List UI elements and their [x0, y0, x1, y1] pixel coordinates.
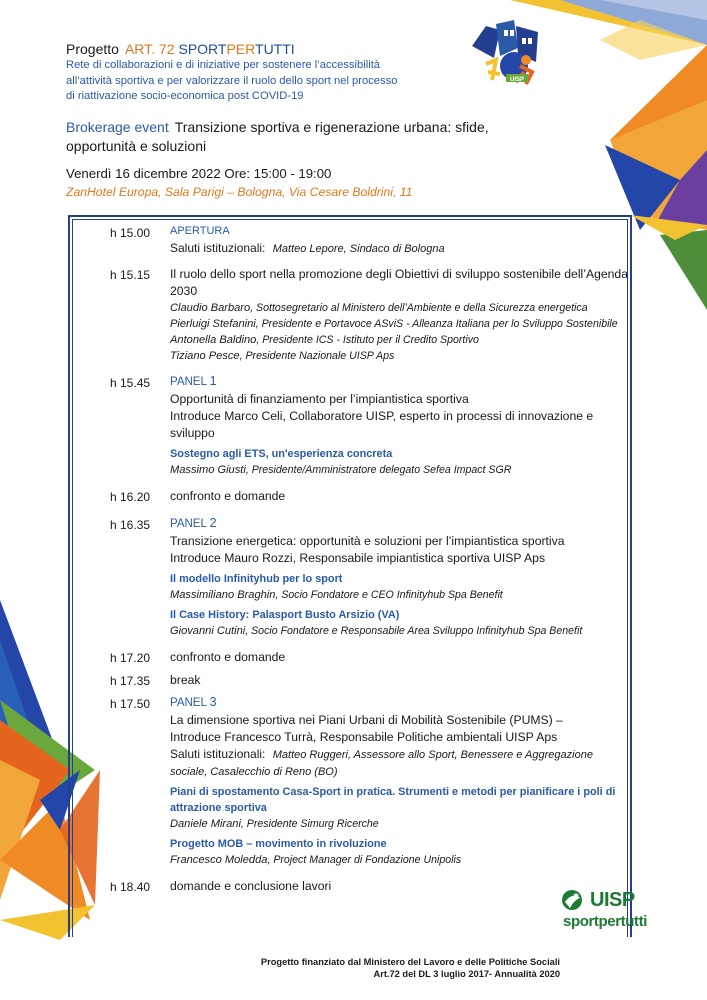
slot-time: h 18.40 [110, 880, 151, 894]
event-date: Venerdì 16 dicembre 2022 Ore: 15:00 - 19:00 [66, 166, 332, 181]
program-slot [110, 649, 630, 667]
institutional-speaker: Matteo Lepore, Sindaco di Bologna [272, 243, 445, 255]
speaker-role: , Project Manager di Fondazione Unipolis [267, 854, 462, 866]
slot-time: h 17.35 [110, 674, 151, 688]
slot-intro: Introduce Mauro Rozzi, Responsabile impiantistica sportiva UISP Aps [170, 551, 546, 565]
slot-intro: Introduce Marco Celi, Collaboratore UISP, esperto in processi di innovazione e sviluppo [170, 409, 594, 440]
program-slot [110, 374, 630, 478]
slot-title: Il ruolo dello sport nella promozione degli Obiettivi di sviluppo sostenibile dell’Agenda 2030 [170, 267, 628, 298]
speaker-name: Claudio Barbaro [170, 302, 251, 314]
slot-body [170, 695, 630, 868]
speaker-name: Massimo Giusti [170, 464, 246, 476]
slot-title: confronto e domande [170, 650, 286, 664]
speaker [170, 816, 630, 832]
speaker-name: Giovanni Cutini [170, 625, 246, 637]
speaker [170, 332, 630, 348]
speaker-name: Tiziano Pesce [170, 350, 240, 362]
footer-line: Art.72 del DL 3 luglio 2017- Annualità 2020 [373, 969, 560, 979]
slot-title: Transizione energetica: opportunità e soluzioni per l’impiantistica sportiva [170, 534, 565, 548]
institutional-label: Saluti istituzionali: [170, 241, 266, 255]
subtopic-title: Il Case History: Palasport Busto Arsizio (VA) [170, 609, 400, 621]
project-tutti: TUTTI [255, 41, 295, 57]
subtopic-title: Progetto MOB – movimento in rivoluzione [170, 838, 387, 850]
slot-tag: APERTURA [170, 225, 230, 237]
uisp-wordmark: UISP [590, 889, 635, 911]
slot-title: break [170, 673, 201, 687]
speaker [170, 852, 630, 868]
slot-body [170, 266, 630, 364]
program-slot [110, 224, 630, 257]
speaker [170, 348, 630, 364]
speaker-name: Antonella Baldino [170, 334, 257, 346]
event-venue: ZanHotel Europa, Sala Parigi – Bologna, Via Cesare Boldrini, 11 [66, 185, 413, 199]
project-logo [466, 18, 548, 96]
slot-time: h 17.50 [110, 697, 151, 711]
speaker [170, 623, 630, 639]
slot-title: La dimensione sportiva nei Piani Urbani di Mobilità Sostenibile (PUMS) – [170, 713, 563, 727]
project-sport: SPORT [178, 41, 227, 57]
panel-label: PANEL [170, 697, 207, 709]
speaker-name: Francesco Moledda [170, 854, 268, 866]
project-art: ART. 72 [124, 41, 175, 57]
subtopic-title: Piani di spostamento Casa-Sport in pratica. Strumenti e metodi per pianificare i poli di attrazione sportiva [170, 786, 616, 814]
speaker-role: , Socio Fondatore e CEO Infinityhub Spa Benefit [275, 589, 503, 601]
slot-time: h 16.20 [110, 490, 151, 504]
speaker-role: , Presidente ICS - Istituto per il Credito Sportivo [256, 334, 479, 346]
program-slot [110, 672, 630, 690]
panel-tag [170, 374, 630, 389]
brokerage-title: Transizione sportiva e rigenerazione urbana: sfide, opportunità e soluzioni [66, 119, 489, 154]
speaker-role: , Socio Fondatore e Responsabile Area Sviluppo Infinityhub Spa Benefit [245, 625, 583, 637]
footer-line: Progetto finanziato dal Ministero del Lavoro e delle Politiche Sociali [260, 957, 560, 967]
institutional-label: Saluti istituzionali: [170, 747, 266, 761]
speaker [170, 300, 630, 316]
uisp-logo [560, 888, 655, 938]
speaker-name: Daniele Mirani [170, 818, 241, 830]
program [110, 224, 630, 906]
panel-tag [170, 516, 630, 531]
logo-text: UISP [509, 77, 525, 83]
subtopic-title: Sostegno agli ETS, un'esperienza concreta [170, 448, 393, 460]
panel-label: PANEL [170, 376, 207, 388]
slot-time: h 17.20 [110, 651, 151, 665]
program-slot [110, 266, 630, 364]
speaker-role: , Presidente e Portavoce ASviS - Alleanza Italiana per lo Sviluppo Sostenibile [255, 318, 618, 330]
speaker [170, 316, 630, 332]
project-subtitle [66, 58, 496, 105]
project-prefix: Progetto [66, 41, 119, 57]
speaker-role: , Presidente Nazionale UISP Aps [239, 350, 395, 362]
speaker [170, 587, 630, 603]
panel-number: 1 [209, 374, 217, 388]
slot-title: confronto e domande [170, 489, 286, 503]
speaker-name: Massimiliano Braghin [170, 589, 276, 601]
slot-time: h 15.00 [110, 226, 151, 240]
project-title [66, 40, 496, 58]
speaker-role: , Sottosegretario al Ministero dell’Ambiente e della Sicurezza energetica [250, 302, 588, 314]
subtopic-title: Il modello Infinityhub per lo sport [170, 573, 343, 585]
panel-label: PANEL [170, 518, 207, 530]
subtitle-line: all’attività sportiva e per valorizzare il ruolo dello sport nel processo [66, 74, 398, 87]
institutional-greetings [170, 240, 630, 257]
speaker-name: Pierluigi Stefanini [170, 318, 256, 330]
speaker-role: , Presidente Simurg Ricerche [240, 818, 379, 830]
panel-number: 3 [209, 695, 217, 709]
slot-intro: Introduce Francesco Turrà, Responsabile Politiche ambientali UISP Aps [170, 730, 558, 744]
program-slot [110, 488, 630, 506]
slot-time: h 15.15 [110, 268, 151, 282]
institutional-speaker: Matteo Ruggeri, Assessore allo Sport, Benessere e Aggregazione sociale, Casalecchio di Reno (BO) [170, 749, 593, 778]
funding-footer [200, 956, 560, 980]
project-header [66, 40, 496, 105]
slot-time: h 16.35 [110, 518, 151, 532]
panel-number: 2 [209, 516, 217, 530]
slot-body [170, 516, 630, 639]
sportpertutti-wordmark: sportpertutti [563, 913, 647, 930]
project-per: PER [226, 41, 256, 57]
slot-body [170, 224, 630, 257]
subtitle-line: di riattivazione socio-economica post COVID-19 [66, 90, 304, 102]
slot-time: h 15.45 [110, 376, 151, 390]
subtitle-line: Rete di collaborazioni e di iniziative per sostenere l’accessibilità [66, 59, 381, 71]
panel-tag [170, 695, 630, 710]
slot-title: Opportunità di finanziamento per l’impiantistica sportiva [170, 392, 469, 406]
program-slot [110, 516, 630, 639]
speaker-role: , Presidente/Amministratore delegato Sefea Impact SGR [245, 464, 512, 476]
program-slot [110, 878, 630, 896]
event-title [66, 118, 556, 156]
program-slot [110, 695, 630, 868]
institutional-greetings [170, 746, 630, 780]
slot-title: domande e conclusione lavori [170, 879, 332, 893]
slot-body [170, 374, 630, 478]
brokerage-label: Brokerage event [66, 119, 169, 135]
speaker [170, 462, 630, 478]
